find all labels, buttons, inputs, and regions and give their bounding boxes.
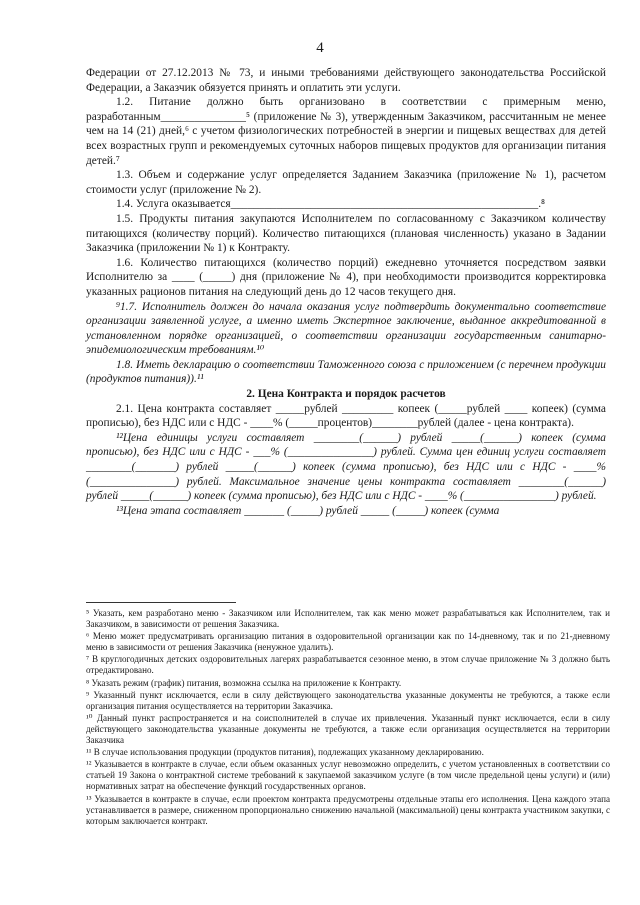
footnotes [86, 608, 610, 828]
footnote: ⁷ В круглогодичных детских оздоровительных лагерях разрабатывается сезонное меню, в этом случае приложение № 3 должно быть отредактировано. [86, 654, 610, 676]
paragraph-1-6: 1.6. Количество питающихся (количество порций) ежедневно уточняется посредством заявки Исполнителю за ____ (_____) дня (приложение № 4), при необходимости производится корректировка указанных рационов питания на следующий день до 12 часов текущего дня. [86, 256, 606, 298]
paragraph-1-7: ⁹1.7. Исполнитель должен до начала оказания услуг подтвердить документально соответствие организации заявленной услуге, а именно иметь Экспертное заключение, выданное аккредитованной в установленном порядке организацией, о соответствии организации государственным санитарно-эпидемиологическим требованиям.¹⁰ [86, 300, 606, 357]
paragraph-1-8: 1.8. Иметь декларацию о соответствии Таможенного союза с приложением (с перечнем продукции (продуктов питания)).¹¹ [86, 358, 606, 386]
footnote: ⁸ Указать режим (график) питания, возможна ссылка на приложение к Контракту. [86, 677, 402, 688]
contract-body [86, 66, 606, 518]
paragraph-unit-price: ¹²Цена единицы услуги составляет ________(______) рублей _____(______) копеек (сумма прописью), без НДС или с НДС - ___% (_______________) рублей. Сумма цен единиц услуги составляет ________(_______) рублей _____(______) копеек (сумма прописью), без НДС или с НДС - ____% (_______________) рублей. Максимальное значение цены контракта составляет ________(______) рублей _____(______) копеек (сумма прописью), без НДС или с НДС - ____% (________________) рублей. [86, 431, 606, 503]
footnote-separator [86, 602, 236, 603]
footnote: ¹⁰ Данный пункт распространяется и на соисполнителей в случае их привлечения. Указанный пункт исключается, если в силу действующего законодательства указанные документы не требуются, а также если организация осуществляется на территории Заказчика [86, 712, 610, 746]
paragraph-stage-price: ¹³Цена этапа составляет _______ (_____) рублей _____ (_____) копеек (сумма [116, 504, 500, 517]
footnote: ⁶ Меню может предусматривать организацию питания в оздоровительной организации как по 14-дневному, так и по 21-дневному меню в зависимости от решения Заказчика (ненужное удалить). [86, 631, 610, 653]
paragraph-2-1: 2.1. Цена контракта составляет _____рублей _________ копеек (_____рублей ____ копеек) (сумма прописью), без НДС или с НДС - ____% (_____процентов)________рублей (далее - цена контракта). [86, 402, 606, 430]
paragraph-1-4: 1.4. Услуга оказывается______________________________________________________.⁸ [116, 198, 546, 211]
page-number: 4 [316, 40, 324, 56]
paragraph-1-5: 1.5. Продукты питания закупаются Исполнителем по согласованному с Заказчиком количеству питающихся (количеству порций). Количество питающихся (плановая численность) указано в Задании Заказчика (приложении № 1) к Контракту. [86, 212, 606, 255]
footnote: ⁹ Указанный пункт исключается, если в силу действующего законодательства указанные документы не требуются, а также если организация питания осуществляется на территории Заказчика. [86, 689, 610, 711]
paragraph-1-2: 1.2. Питание должно быть организовано в соответствии с примерным меню, разработанным_______________⁵ (приложение № 3), утвержденным Заказчиком, рассчитанным не менее чем на 14 (21) дней,⁶ с учетом физиологических потребностей в энергии и пищевых веществах для детей всех возрастных групп и рекомендуемых суточных наборов пищевых продуктов для организации питания детей.⁷ [86, 96, 606, 167]
paragraph: Федерации от 27.12.2013 № 73, и иными требованиями действующего законодательства Российской Федерации, а Заказчик обязуется принять и оплатить эти услуги. [86, 67, 606, 94]
footnote: ⁵ Указать, кем разработано меню - Заказчиком или Исполнителем, так как меню может разрабатываться как Исполнителем, так и Заказчиком, в зависимости от решения Заказчика. [86, 608, 610, 630]
footnote: ¹¹ В случае использования продукции (продуктов питания), подлежащих указанному декларированию. [86, 747, 484, 758]
footnote: ¹² Указывается в контракте в случае, если объем оказанных услуг невозможно определить, с учетом установленных в соответствии со статьей 19 Закона о контрактной системе требований к закупаемой заказчиком услуге (в том числе предельной цены услуги) и (или) нормативных затрат на обеспечение функций государственных органов. [86, 759, 610, 792]
footnote: ¹³ Указывается в контракте в случае, если проектом контракта предусмотрены отдельные этапы его исполнения. Цена каждого этапа устанавливается в размере, сниженном пропорционально снижению начальной (максимальной) цены контракта участником закупки, с которым заключается контракт. [86, 793, 610, 826]
paragraph-1-3: 1.3. Объем и содержание услуг определяется Заданием Заказчика (приложение № 1), расчетом стоимости услуг (приложение № 2). [86, 169, 606, 196]
section-2-heading: 2. Цена Контракта и порядок расчетов [246, 388, 446, 401]
